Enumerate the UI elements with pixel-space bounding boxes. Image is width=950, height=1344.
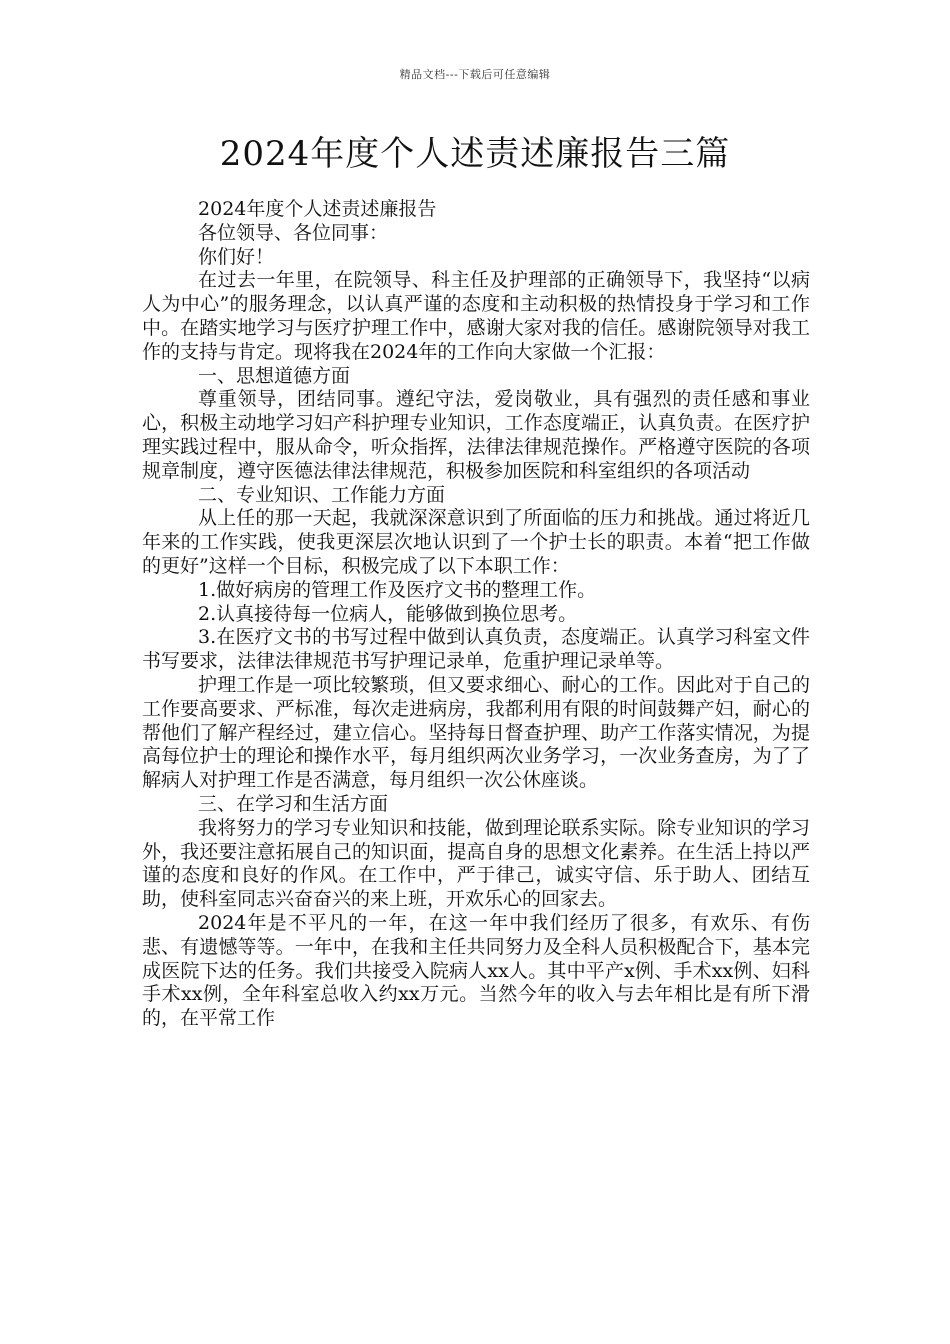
document-body xyxy=(142,198,810,1031)
paragraph-intro: 在过去一年里，在院领导、科主任及护理部的正确领导下，我坚持“以病人为中心”的服务理念，以认真严谨的态度和主动积极的热情投身于学习和工作中。在踏实地学习与医疗护理工作中，感谢大家对我的信任。感谢院领导对我工作的支持与肯定。现将我在2024年的工作向大家做一个汇报： xyxy=(142,269,810,363)
section-heading-3: 三、在学习和生活方面 xyxy=(198,792,389,815)
list-item-3: 3.在医疗文书的书写过程中做到认真负责，态度端正。认真学习科室文件书写要求，法律法律规范书写护理记录单，危重护理记录单等。 xyxy=(142,626,810,673)
section-heading-2: 二、专业知识、工作能力方面 xyxy=(198,483,446,506)
list-item-2: 2.认真接待每一位病人，能够做到换位思考。 xyxy=(198,602,578,625)
paragraph-nursing-work: 护理工作是一项比较繁琐，但又要求细心、耐心的工作。因此对于自己的工作要高要求、严标准，每次走进病房，我都利用有限的时间鼓舞产妇，耐心的帮他们了解产程经过，建立信心。坚持每日督查护理、助产工作落实情况，为提高每位护士的理论和操作水平，每月组织两次业务学习，一次业务查房，为了了解病人对护理工作是否满意，每月组织一次公休座谈。 xyxy=(142,673,810,792)
greeting-line: 你们好！ xyxy=(198,245,275,268)
paragraph-section-1: 尊重领导，团结同事。遵纪守法，爱岗敬业，具有强烈的责任感和事业心，积极主动地学习妇产科护理专业知识，工作态度端正，认真负责。在医疗护理实践过程中，服从命令，听众指挥，法律法律规范操作。严格遵守医院的各项规章制度，遵守医德法律法律规范，积极参加医院和科室组织的各项活动 xyxy=(142,388,810,482)
subtitle-line: 2024年度个人述责述廉报告 xyxy=(198,198,437,220)
paragraph-section-3: 我将努力的学习专业知识和技能，做到理论联系实际。除专业知识的学习外，我还要注意拓展自己的知识面，提高自身的思想文化素养。在生活上持以严谨的态度和良好的作风。在工作中，严于律己，诚实守信、乐于助人、团结互助，使科室同志兴奋奋兴的来上班，开欢乐心的回家去。 xyxy=(142,816,810,911)
document-title: 2024年度个人述责述廉报告三篇 xyxy=(219,134,731,174)
section-heading-1: 一、思想道德方面 xyxy=(198,364,351,387)
paragraph-section-2: 从上任的那一天起，我就深深意识到了所面临的压力和挑战。通过将近几年来的工作实践，使我更深层次地认识到了一个护士长的职责。本着“把工作做的更好”这样一个目标，积极完成了以下本职工作： xyxy=(142,507,810,577)
paragraph-year-summary: 2024年是不平凡的一年，在这一年中我们经历了很多，有欢乐、有伤悲、有遗憾等等。一年中，在我和主任共同努力及全科人员积极配合下，基本完成医院下达的任务。我们共接受入院病人xx人。其中平产x例、手术xx例、妇科手术xx例，全年科室总收入约xx万元。当然今年的收入与去年相比是有所下滑的，在平常工作 xyxy=(142,911,810,1030)
header-note: 精品文档---下载后可任意编辑 xyxy=(399,68,551,81)
salutation-line: 各位领导、各位同事： xyxy=(198,221,389,244)
list-item-1: 1.做好病房的管理工作及医疗文书的整理工作。 xyxy=(198,578,597,601)
